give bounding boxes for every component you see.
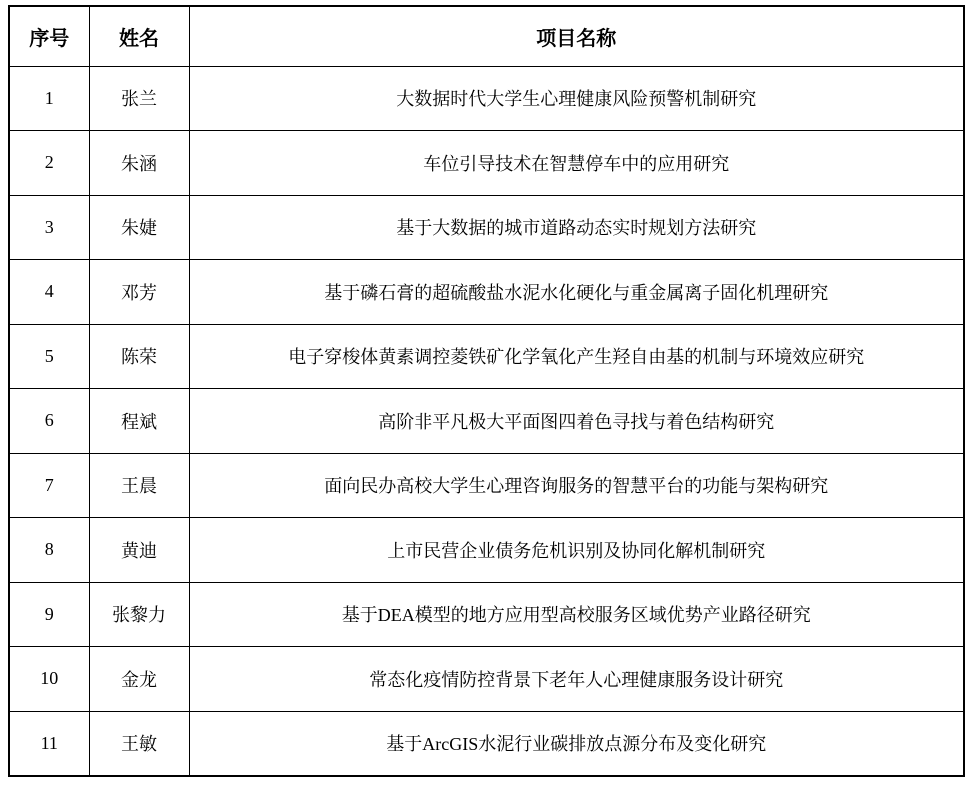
row-name-cell: 王敏 xyxy=(89,711,189,776)
row-index-cell: 6 xyxy=(9,389,89,454)
row-project-cell: 上市民营企业债务危机识别及协同化解机制研究 xyxy=(189,518,964,583)
table-body xyxy=(9,66,964,776)
table-row xyxy=(9,195,964,260)
table-row xyxy=(9,518,964,583)
row-project-cell: 基于大数据的城市道路动态实时规划方法研究 xyxy=(189,195,964,260)
table-header-row xyxy=(9,6,964,66)
row-index-cell: 10 xyxy=(9,647,89,712)
row-project-cell: 电子穿梭体黄素调控菱铁矿化学氧化产生羟自由基的机制与环境效应研究 xyxy=(189,324,964,389)
row-name-cell: 王晨 xyxy=(89,453,189,518)
row-index-cell: 2 xyxy=(9,131,89,196)
col-header-project: 项目名称 xyxy=(189,6,964,66)
row-name-cell: 朱涵 xyxy=(89,131,189,196)
table-row xyxy=(9,66,964,131)
row-name-cell: 黄迪 xyxy=(89,518,189,583)
row-project-cell: 高阶非平凡极大平面图四着色寻找与着色结构研究 xyxy=(189,389,964,454)
row-project-cell: 面向民办高校大学生心理咨询服务的智慧平台的功能与架构研究 xyxy=(189,453,964,518)
row-project-cell: 基于磷石膏的超硫酸盐水泥水化硬化与重金属离子固化机理研究 xyxy=(189,260,964,325)
row-name-cell: 张兰 xyxy=(89,66,189,131)
row-name-cell: 金龙 xyxy=(89,647,189,712)
row-name-cell: 陈荣 xyxy=(89,324,189,389)
row-index-cell: 8 xyxy=(9,518,89,583)
row-index-cell: 1 xyxy=(9,66,89,131)
row-index-cell: 9 xyxy=(9,582,89,647)
row-name-cell: 朱婕 xyxy=(89,195,189,260)
row-index-cell: 4 xyxy=(9,260,89,325)
row-project-cell: 大数据时代大学生心理健康风险预警机制研究 xyxy=(189,66,964,131)
row-index-cell: 3 xyxy=(9,195,89,260)
table-row xyxy=(9,260,964,325)
row-project-cell: 车位引导技术在智慧停车中的应用研究 xyxy=(189,131,964,196)
table-row xyxy=(9,131,964,196)
col-header-name: 姓名 xyxy=(89,6,189,66)
row-index-cell: 7 xyxy=(9,453,89,518)
row-index-cell: 5 xyxy=(9,324,89,389)
table-row xyxy=(9,324,964,389)
table-row xyxy=(9,389,964,454)
row-project-cell: 常态化疫情防控背景下老年人心理健康服务设计研究 xyxy=(189,647,964,712)
row-name-cell: 程斌 xyxy=(89,389,189,454)
table-row xyxy=(9,582,964,647)
row-project-cell: 基于DEA模型的地方应用型高校服务区域优势产业路径研究 xyxy=(189,582,964,647)
table-row xyxy=(9,711,964,776)
projects-table xyxy=(8,5,965,777)
row-index-cell: 11 xyxy=(9,711,89,776)
row-name-cell: 张黎力 xyxy=(89,582,189,647)
table-row xyxy=(9,453,964,518)
table-row xyxy=(9,647,964,712)
col-header-index: 序号 xyxy=(9,6,89,66)
row-name-cell: 邓芳 xyxy=(89,260,189,325)
row-project-cell: 基于ArcGIS水泥行业碳排放点源分布及变化研究 xyxy=(189,711,964,776)
